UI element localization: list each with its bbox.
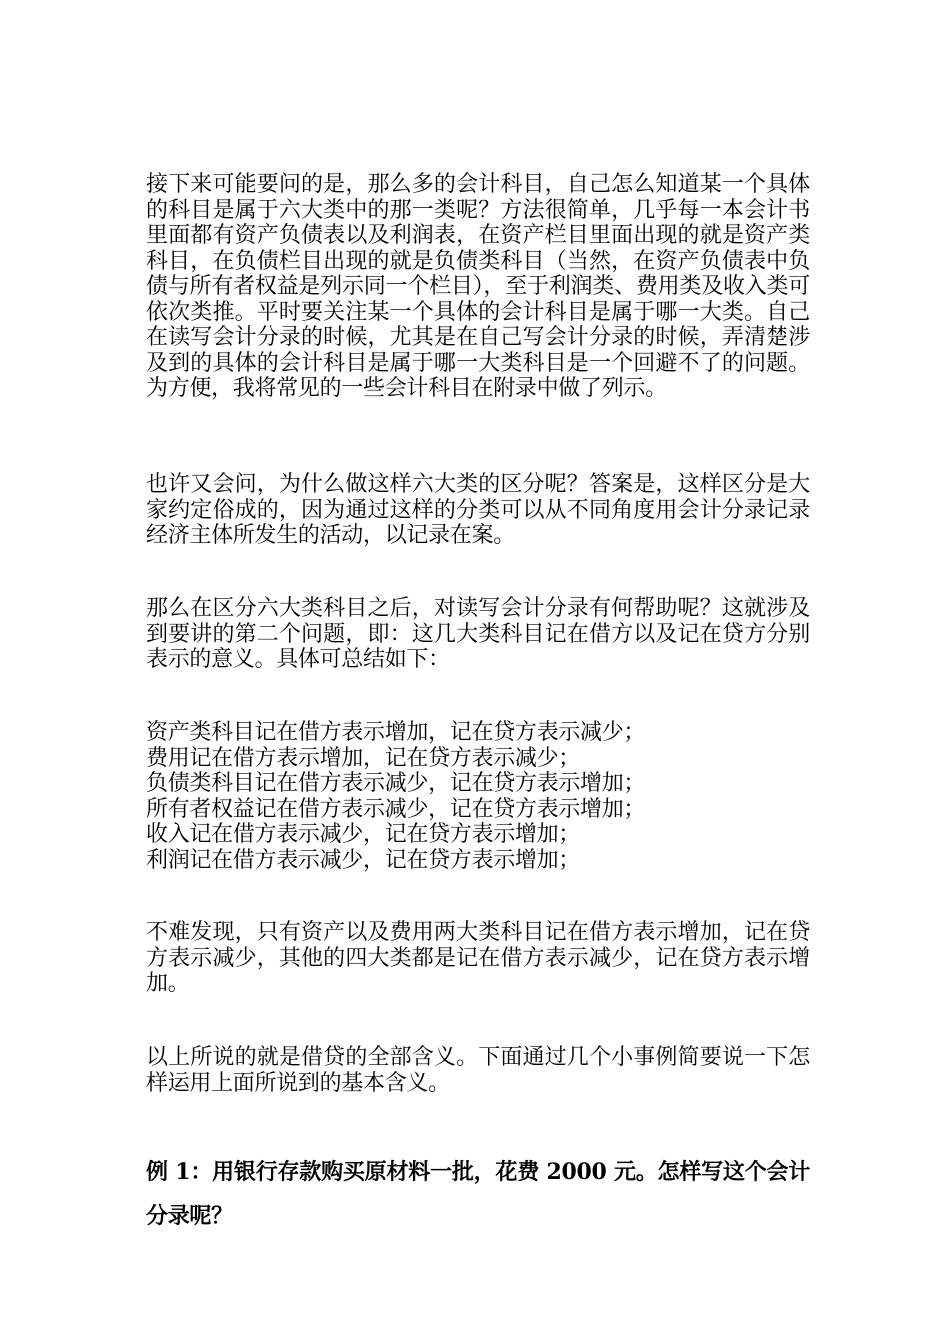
rule-assets: 资产类科目记在借方表示增加，记在贷方表示减少；: [146, 720, 646, 745]
paragraph-summary: 以上所说的就是借贷的全部含义。下面通过几个小事例简要说一下怎样运用上面所说到的基本含义。: [146, 1045, 810, 1096]
rule-expenses: 费用记在借方表示增加，记在贷方表示减少；: [146, 745, 581, 771]
paragraph-conclusion: 不难发现，只有资产以及费用两大类科目记在借方表示增加，记在贷方表示减少，其他的四大类都是记在借方表示减少，记在贷方表示增加。: [146, 920, 810, 996]
example-1-heading: 例 1：用银行存款购买原材料一批，花费 2000 元。怎样写这个会计分录呢？: [146, 1159, 810, 1229]
rule-profit: 利润记在借方表示减少，记在贷方表示增加；: [146, 847, 581, 873]
rule-owners-equity: 所有者权益记在借方表示减少，记在贷方表示增加；: [146, 796, 646, 822]
paragraph-debit-credit-meaning: 那么在区分六大类科目之后，对读写会计分录有何帮助呢？这就涉及到要讲的第二个问题，即：这几大类科目记在借方以及记在贷方分别表示的意义。具体可总结如下：: [146, 596, 810, 672]
paragraph-why-six-categories: 也许又会问，为什么做这样六大类的区分呢？答案是，这样区分是大家约定俗成的，因为通过这样的分类可以从不同角度用会计分录记录经济主体所发生的活动，以记录在案。: [146, 472, 810, 548]
rule-revenue: 收入记在借方表示减少，记在贷方表示增加；: [146, 822, 581, 847]
paragraph-account-classification: 接下来可能要问的是，那么多的会计科目，自己怎么知道某一个具体的科目是属于六大类中的那一类呢？方法很简单，几乎每一本会计书里面都有资产负债表以及利润表，在资产栏目里面出现的就是资产类科目，在负债栏目出现的就是负债类科目（当然，在资产负债表中负债与所有者权益是列示同一个栏目），至于利润类、费用类及收入类可依次类推。平时要关注某一个具体的会计科目是属于哪一大类。自己在读写会计分录的时候，尤其是在自己写会计分录的时候，弄清楚涉及到的具体的会计科目是属于哪一大类科目是一个回避不了的问题。为方便，我将常见的一些会计科目在附录中做了列示。: [146, 172, 810, 401]
rule-liabilities: 负债类科目记在借方表示减少，记在贷方表示增加；: [146, 771, 646, 796]
debit-credit-rules-list: [146, 720, 810, 873]
